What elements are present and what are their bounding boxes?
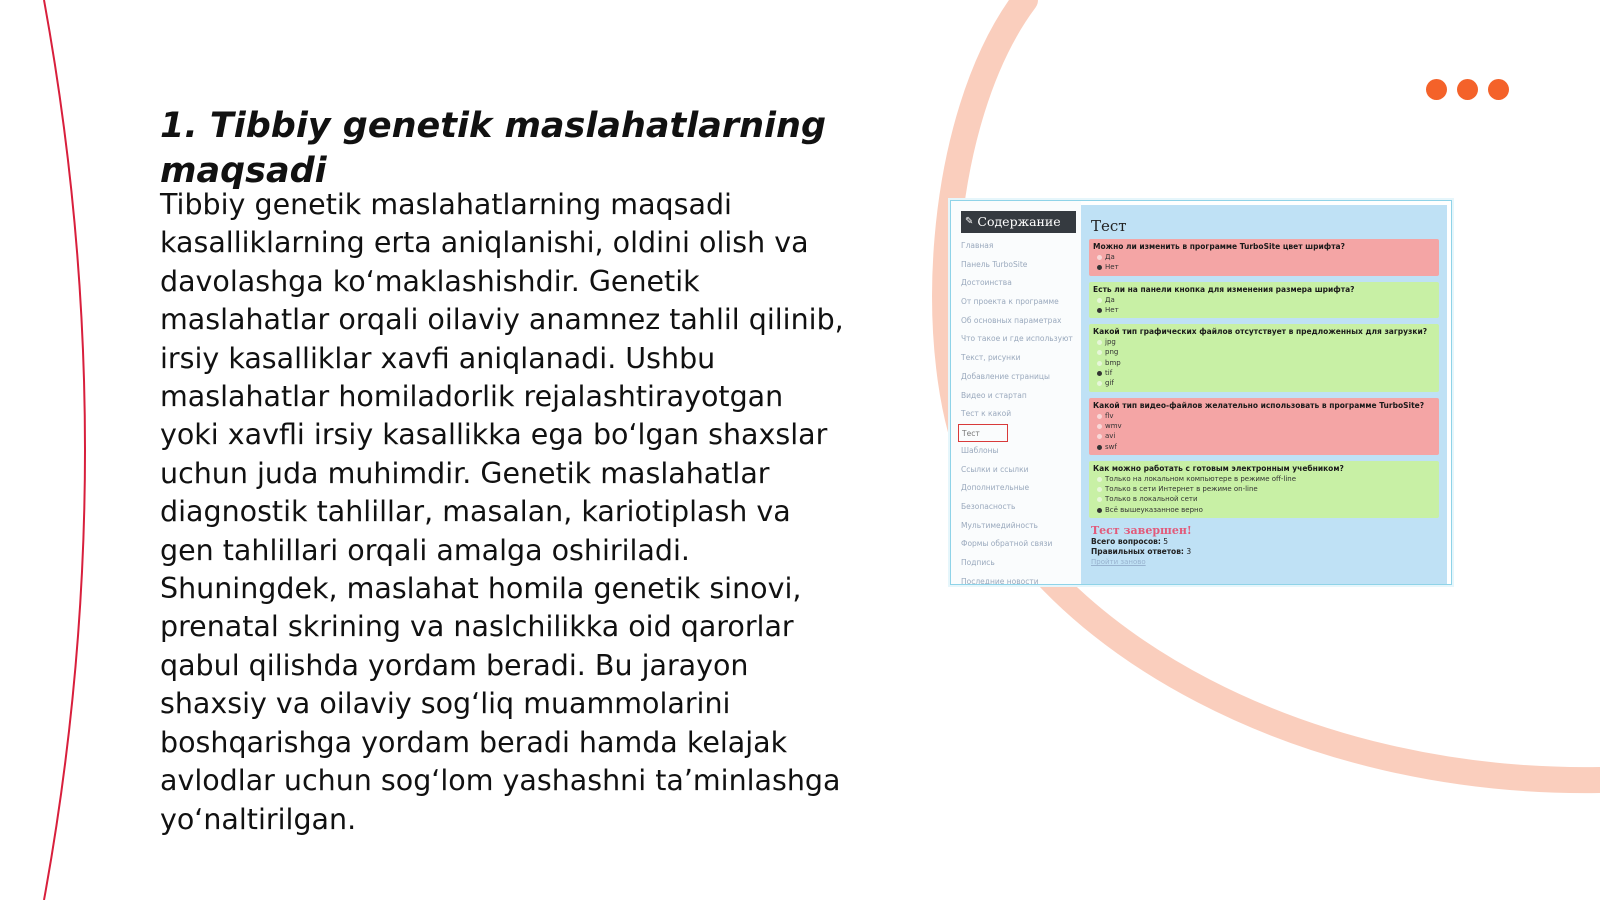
sidebar-item[interactable]: Главная (961, 241, 994, 250)
retry-link[interactable]: Пройти заново (1091, 558, 1146, 567)
answer-label: gif (1105, 379, 1114, 388)
question-block (1089, 239, 1439, 276)
correct-label: Правильных ответов: (1091, 547, 1184, 557)
answer-label: Только на локальном компьютере в режиме off-line (1105, 474, 1297, 483)
question-block (1089, 324, 1439, 391)
slide-body-text: Tibbiy genetik maslahatlarning maqsadi kasalliklarning erta aniqlanishi, oldini olish va davolashga koʻmaklashishdir. Genetik maslahatlar orqali oilaviy anamnez tahlil qilinib, irsiy kasalliklar xavfi aniqlanadi. Ushbu maslahatlar homiladorlik rejalashtirayotgan yoki xavfli irsiy kasallikka ega boʻlgan shaxslar uchun juda muhimdir. Genetik maslahatlar diagnostik tahlillar, masalan, kariotiplash va gen tahlillari orqali amalga oshiriladi. Shuningdek, maslahat homila genetik sinovi, prenatal skrining va naslchilikka oid qarorlar qabul qilishda yordam beradi. Bu jarayon shaxsiy va oilaviy sogʻliq muammolarini boshqarishga yordam beradi hamda kelajak avlodlar uchun sogʻlom yashashni taʼminlashga yoʻnaltirilgan. (160, 188, 844, 836)
screenshot-main (1081, 205, 1447, 584)
sidebar-item[interactable]: Последние новости (961, 576, 1039, 585)
answer-label: tif (1105, 369, 1113, 378)
radio-icon[interactable] (1097, 424, 1102, 429)
question-block (1089, 461, 1439, 518)
sidebar-item[interactable]: Шаблоны (961, 445, 999, 455)
question-text: Какой тип графических файлов отсутствует в предложенных для загрузки? (1093, 327, 1428, 337)
test-result (1091, 524, 1447, 567)
sidebar-header (961, 211, 1076, 233)
radio-icon[interactable] (1097, 298, 1102, 303)
radio-icon[interactable] (1097, 361, 1102, 366)
dot-3 (1488, 79, 1509, 100)
question-text: Какой тип видео-файлов желательно использовать в программе TurboSite? (1093, 400, 1425, 410)
question-text: Есть ли на панели кнопка для изменения размера шрифта? (1093, 284, 1355, 294)
radio-icon[interactable] (1097, 265, 1102, 270)
radio-icon[interactable] (1097, 477, 1102, 482)
answer-label: Только в локальной сети (1105, 495, 1198, 504)
answer-option[interactable] (1093, 484, 1435, 494)
answer-option[interactable] (1093, 431, 1435, 441)
answer-label: avi (1105, 432, 1116, 441)
answer-label: Да (1105, 295, 1115, 304)
answer-label: jpg (1105, 338, 1116, 347)
answer-option[interactable] (1093, 421, 1435, 431)
total-label: Всего вопросов: (1091, 537, 1161, 547)
result-title: Тест завершен! (1091, 524, 1192, 538)
result-total (1091, 537, 1447, 547)
answer-label: png (1105, 348, 1119, 357)
sidebar-item[interactable]: Об основных параметрах (961, 315, 1062, 325)
sidebar-item[interactable]: Безопасность (961, 501, 1016, 511)
answer-option[interactable] (1093, 337, 1435, 347)
answer-option[interactable] (1093, 411, 1435, 421)
result-correct (1091, 547, 1447, 557)
sidebar-item[interactable]: Мультимедийность (961, 520, 1038, 530)
radio-icon[interactable] (1097, 340, 1102, 345)
screenshot-sidebar (951, 201, 1081, 584)
answer-label: bmp (1105, 358, 1121, 367)
answer-label: Нет (1105, 305, 1119, 314)
answer-option[interactable] (1093, 474, 1435, 484)
sidebar-item[interactable]: Ссылки и ссылки (961, 464, 1029, 474)
answer-option[interactable] (1093, 262, 1435, 272)
sidebar-item[interactable]: Панель TurboSite (961, 259, 1028, 269)
dot-indicator (1426, 79, 1509, 100)
answer-option[interactable] (1093, 368, 1435, 378)
question-block (1089, 398, 1439, 455)
answer-label: Да (1105, 253, 1115, 261)
radio-icon[interactable] (1097, 255, 1102, 260)
test-title: Тест (1091, 217, 1127, 235)
answer-option[interactable] (1093, 494, 1435, 504)
radio-icon[interactable] (1097, 445, 1102, 450)
answer-label: Нет (1105, 263, 1119, 272)
question-list (1081, 239, 1447, 518)
left-red-arc (44, 0, 85, 900)
radio-icon[interactable] (1097, 508, 1102, 513)
sidebar-item[interactable]: Текст, рисунки (961, 353, 1021, 363)
radio-icon[interactable] (1097, 371, 1102, 376)
answer-option[interactable] (1093, 442, 1435, 452)
sidebar-item[interactable]: Подпись (961, 558, 995, 567)
sidebar-header-label: Содержание (977, 214, 1061, 229)
radio-icon[interactable] (1097, 497, 1102, 502)
radio-icon[interactable] (1097, 308, 1102, 313)
answer-label: flv (1105, 411, 1114, 420)
sidebar-item[interactable]: Формы обратной связи (961, 539, 1053, 549)
radio-icon[interactable] (1097, 487, 1102, 492)
total-value: 5 (1163, 537, 1169, 547)
radio-icon[interactable] (1097, 414, 1102, 419)
question-text: Можно ли изменить в программе TurboSite цвет шрифта? (1093, 242, 1345, 251)
answer-option[interactable] (1093, 295, 1435, 305)
slide-title: 1. Tibbiy genetik maslahatlarning maqsadi (160, 106, 827, 191)
sidebar-list (951, 237, 1081, 585)
answer-option[interactable] (1093, 347, 1435, 357)
sidebar-item[interactable]: Тест к какой (961, 409, 1012, 419)
question-block (1089, 282, 1439, 319)
radio-icon[interactable] (1097, 350, 1102, 355)
answer-option[interactable] (1093, 358, 1435, 368)
answer-label: wmv (1105, 421, 1122, 430)
embedded-screenshot (950, 200, 1452, 585)
dot-2 (1457, 79, 1478, 100)
sidebar-item[interactable]: От проекта к программе (961, 297, 1059, 307)
answer-label: Всё вышеуказанное верно (1105, 505, 1203, 514)
radio-icon[interactable] (1097, 381, 1102, 386)
answer-label: Только в сети Интернет в режиме on-line (1105, 485, 1258, 494)
sidebar-item[interactable]: Что такое и где используют (961, 334, 1073, 344)
answer-label: swf (1105, 442, 1117, 451)
correct-value: 3 (1186, 547, 1192, 557)
answer-option[interactable] (1093, 378, 1435, 388)
answer-option[interactable] (1093, 252, 1435, 262)
sidebar-item[interactable]: Дополнительные (961, 483, 1030, 493)
pin-icon: ✎ (965, 216, 974, 227)
answer-option[interactable] (1093, 305, 1435, 315)
radio-icon[interactable] (1097, 434, 1102, 439)
sidebar-item[interactable]: Тест (958, 424, 1008, 442)
answer-option[interactable] (1093, 505, 1435, 515)
question-text: Как можно работать с готовым электронным учебником? (1093, 463, 1344, 473)
dot-1 (1426, 79, 1447, 100)
sidebar-item[interactable]: Видео и стартап (961, 390, 1027, 400)
sidebar-item[interactable]: Добавление страницы (961, 371, 1050, 381)
sidebar-item[interactable]: Достоинства (961, 278, 1012, 288)
